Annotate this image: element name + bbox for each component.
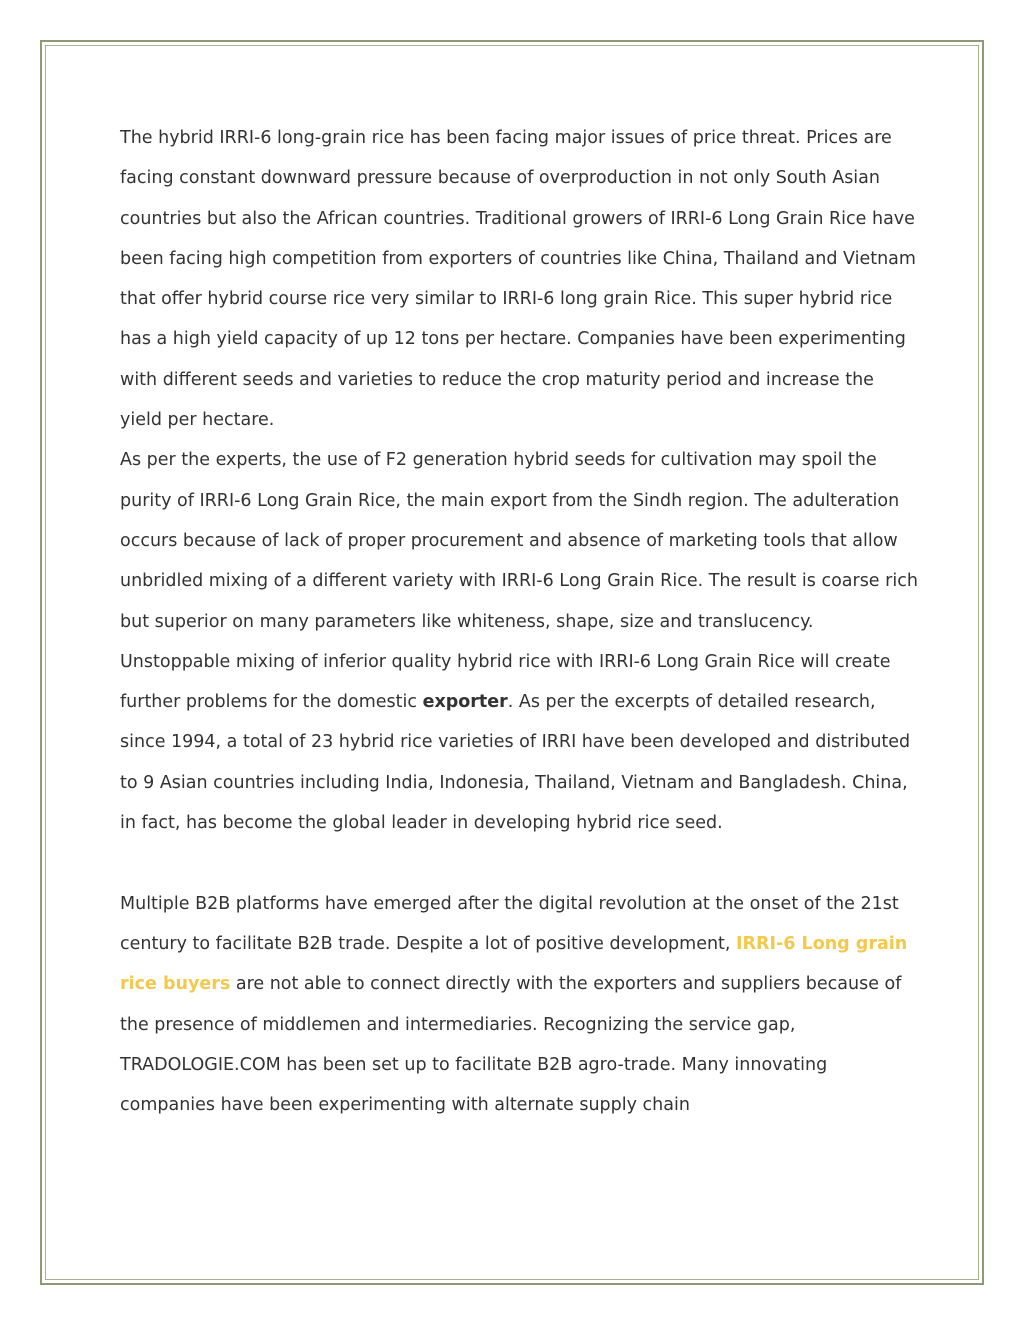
paragraph-b2b-platforms — [120, 884, 920, 1126]
exporter-term: exporter — [422, 692, 508, 713]
paragraph-b2b-text-start: Multiple B2B platforms have emerged after the digital revolution at the onset of the 21st century to facilitate B2B trade. Despite a lot of positive development, — [120, 893, 899, 954]
paragraph-adulteration — [120, 440, 920, 843]
document-body — [120, 118, 920, 1125]
rice-buyers-link[interactable]: IRRI-6 Long grain rice buyers — [120, 933, 908, 995]
paragraph-price-threat: The hybrid IRRI-6 long-grain rice has been facing major issues of price threat. Prices are facing constant downward pressure because of overproduction in not only South Asian countries but also the African countries. Traditional growers of IRRI-6 Long Grain Rice have been facing high competition from exporters of countries like China, Thailand and Vietnam that offer hybrid course rice very similar to IRRI-6 long grain Rice. This super hybrid rice has a high yield capacity of up 12 tons per hectare. Companies have been experimenting with different seeds and varieties to reduce the crop maturity period and increase the yield per hectare. — [120, 128, 916, 431]
paragraph-adulteration-text-end: . As per the excerpts of detailed research, since 1994, a total of 23 hybrid rice varieties of IRRI have been developed and distributed to 9 Asian countries including India, Indonesia, Thailand, Vietnam and Bangladesh. China, in fact, has become the global leader in developing hybrid rice seed. — [120, 692, 911, 834]
paragraph-adulteration-text-start: As per the experts, the use of F2 generation hybrid seeds for cultivation may spoil the purity of IRRI-6 Long Grain Rice, the main export from the Sindh region. The adulteration occurs because of lack of proper procurement and absence of marketing tools that allow unbridled mixing of a different variety with IRRI-6 Long Grain Rice. The result is coarse rich but superior on many parameters like whiteness, shape, size and translucency. Unstoppable mixing of inferior quality hybrid rice with IRRI-6 Long Grain Rice will create further problems for the domestic — [120, 450, 918, 713]
paragraph-spacer — [120, 843, 920, 883]
paragraph-b2b-text-end: are not able to connect directly with the exporters and suppliers because of the presence of middlemen and intermediaries. Recognizing the service gap, TRADOLOGIE.COM has been set up to facilitate B2B agro-trade. Many innovating companies have been experimenting with alternate supply chain — [120, 974, 902, 1116]
